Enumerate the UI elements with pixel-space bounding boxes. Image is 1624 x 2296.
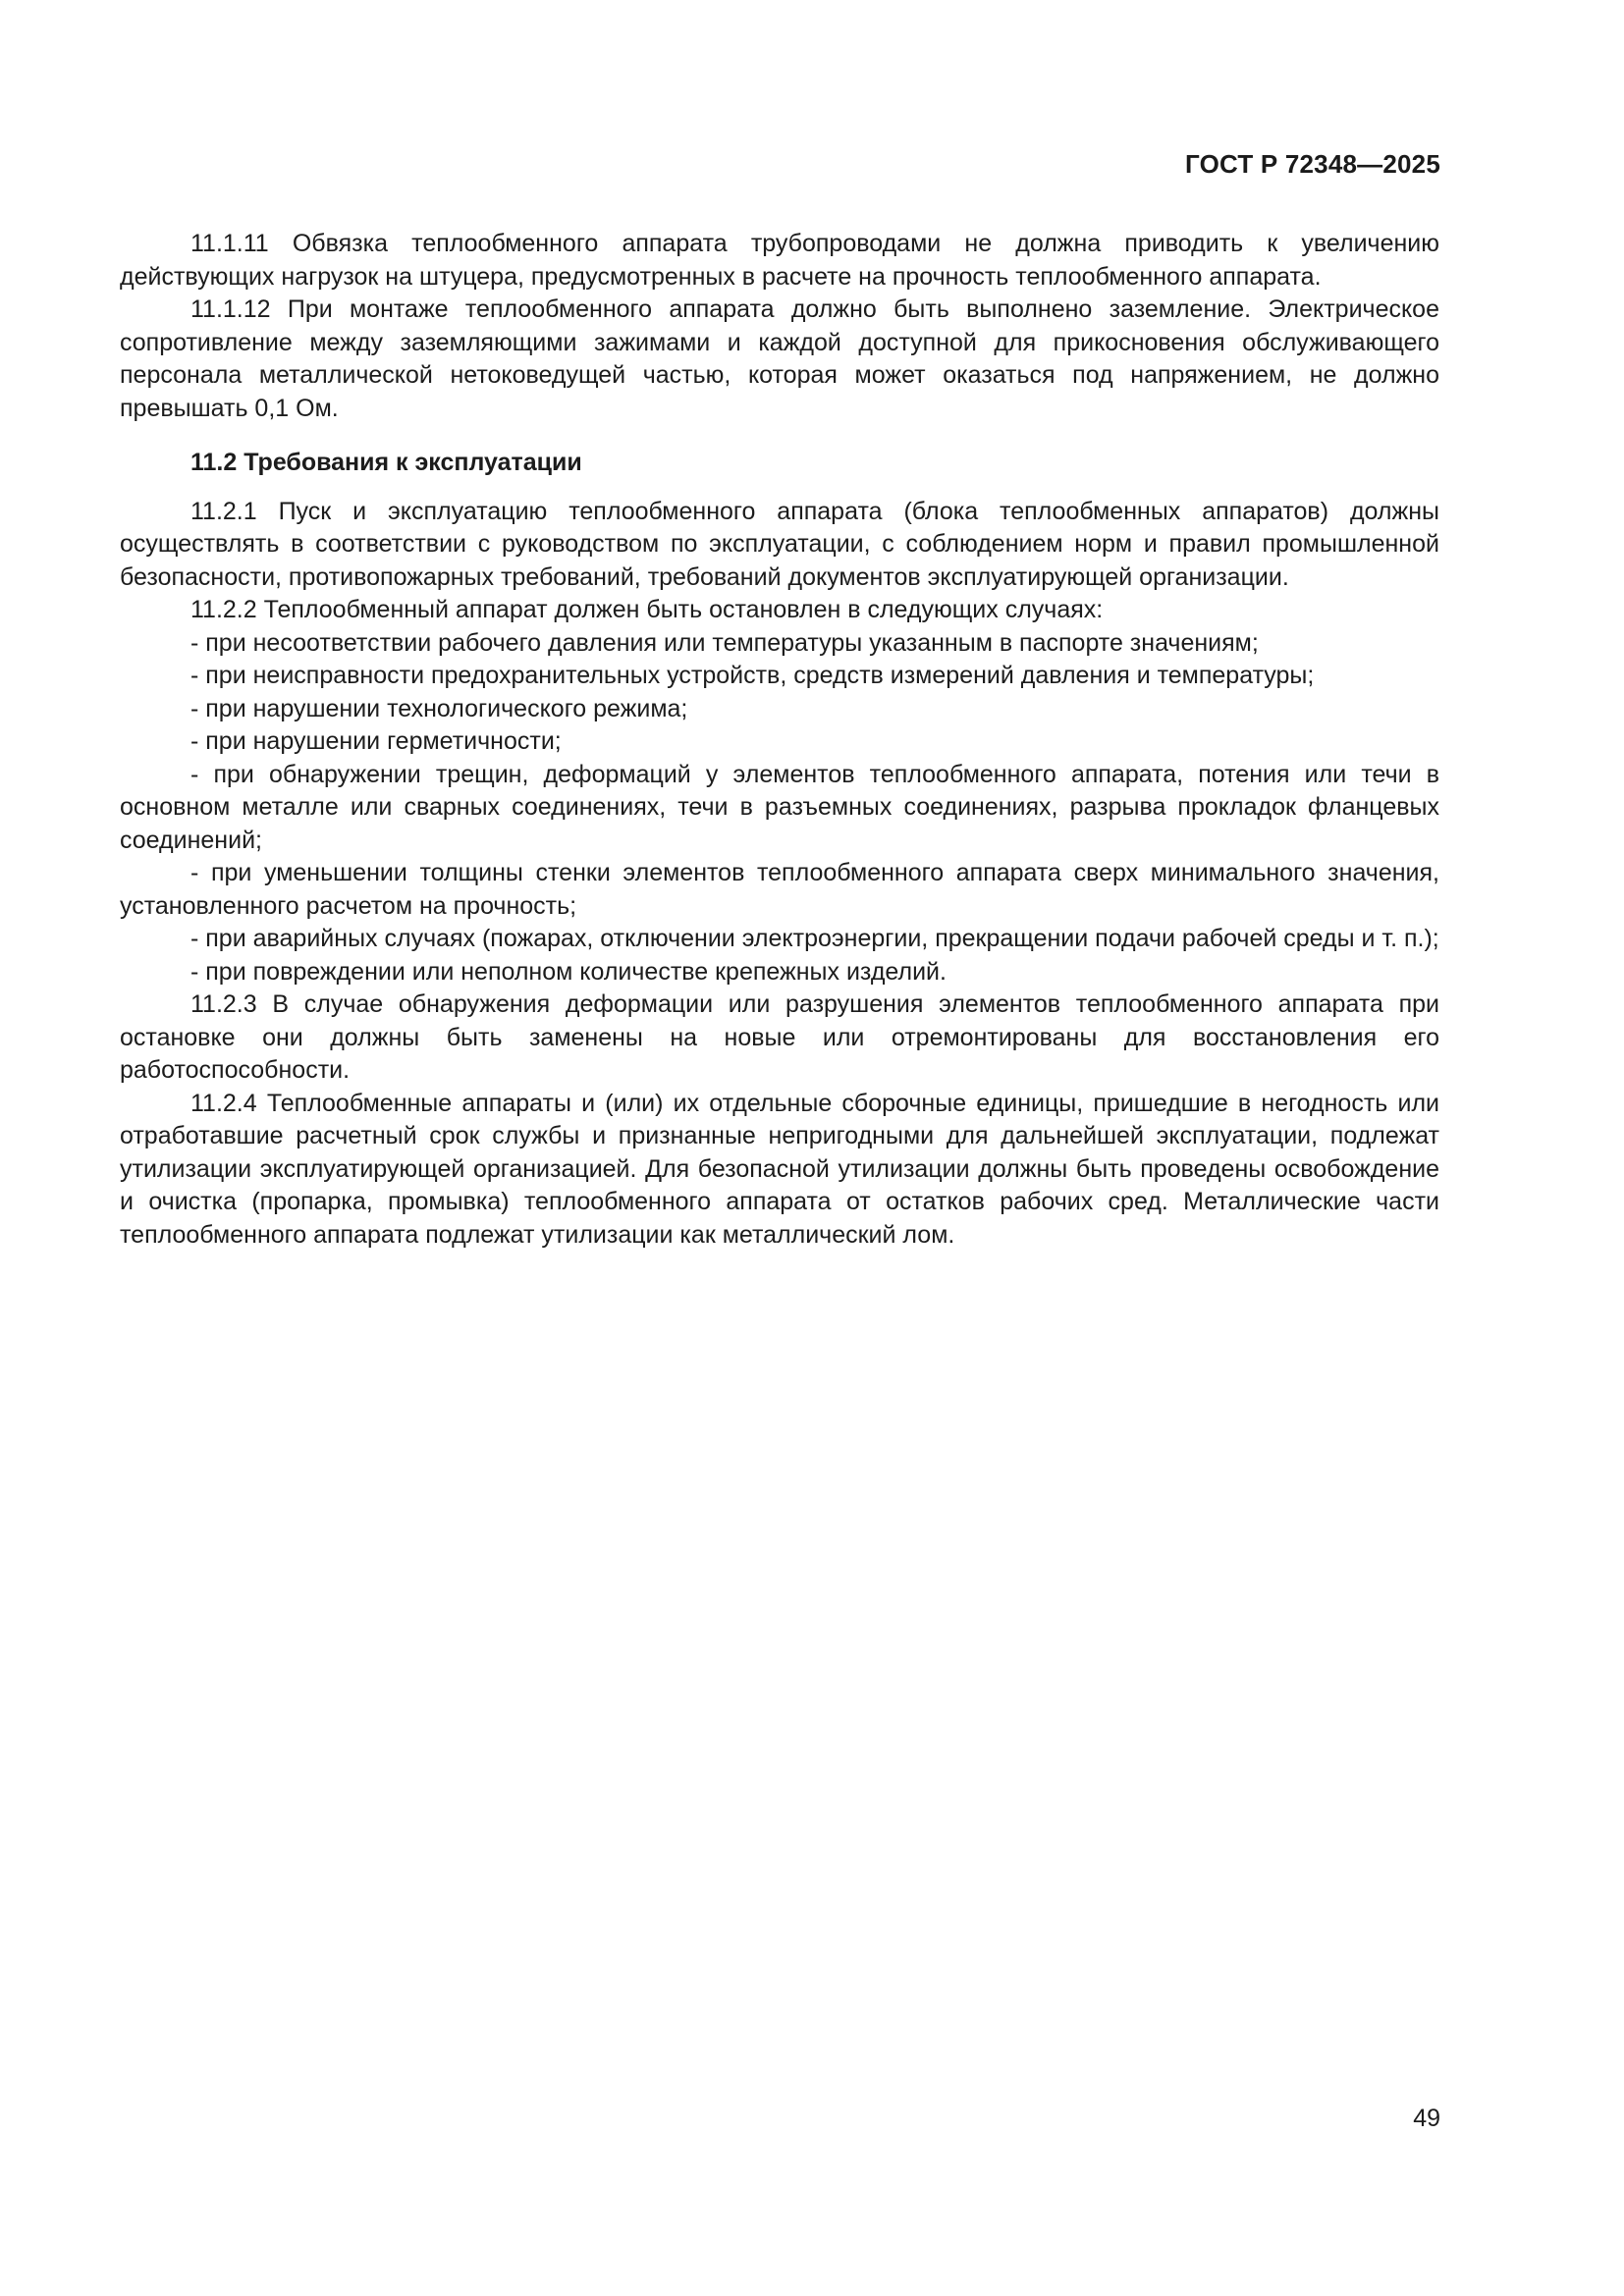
paragraph-11-2-3: 11.2.3 В случае обнаружения деформации или разрушения элементов теплообменного аппарата при остановке они должны быть заменены на новые или отремонтированы для восстановления его работоспособности. <box>120 990 1439 1084</box>
paragraph-11-1-11: 11.1.11 Обвязка теплообменного аппарата трубопроводами не должна приводить к увеличению действующих нагрузок на штуцера, предусмотренных в расчете на прочность теплообменного аппарата. <box>120 230 1439 291</box>
list-item-emergency: - при аварийных случаях (пожарах, отключении электроэнергии, прекращении подачи рабочей среды и т. п.); <box>190 925 1439 952</box>
list-item-pressure-temperature: - при несоответствии рабочего давления или температуры указанным в паспорте значениям; <box>190 628 1259 657</box>
list-item-process-mode: - при нарушении технологического режима; <box>190 694 688 722</box>
paragraph-11-2-2: 11.2.2 Теплообменный аппарат должен быть остановлен в следующих случаях: <box>190 596 1104 623</box>
paragraph-11-2-1: 11.2.1 Пуск и эксплуатацию теплообменного аппарата (блока теплообменных аппаратов) должны осуществлять в соответствии с руководством по эксплуатации, с соблюдением норм и правил промышленной безопасности, противопожарных требований, требований документов эксплуатирующей организации. <box>120 497 1439 591</box>
list-item-safety-devices: - при неисправности предохранительных устройств, средств измерений давления и температуры; <box>190 662 1315 689</box>
list-item-wall-thickness: - при уменьшении толщины стенки элементов теплообменного аппарата сверх минимального значения, установленного расчетом на прочность; <box>120 859 1439 920</box>
list-item-tightness: - при нарушении герметичности; <box>190 727 562 755</box>
document-body <box>120 228 1439 1252</box>
page-number: 49 <box>1413 2105 1440 2132</box>
document-code-header: ГОСТ Р 72348—2025 <box>1185 149 1440 179</box>
list-item-fasteners: - при повреждении или неполном количестве крепежных изделий. <box>190 957 947 986</box>
section-heading-11-2: 11.2 Требования к эксплуатации <box>190 449 582 476</box>
list-item-cracks-leaks: - при обнаружении трещин, деформаций у элементов теплообменного аппарата, потения или течи в основном металле или сварных соединениях, течи в разъемных соединениях, разрыва прокладок фланцевых соединений; <box>120 760 1439 854</box>
paragraph-11-1-12: 11.1.12 При монтаже теплообменного аппарата должно быть выполнено заземление. Электрическое сопротивление между заземляющими зажимами и каждой доступной для прикосновения обслуживающего персонала металлической нетоковедущей частью, которая может оказаться под напряжением, не должно превышать 0,1 Ом. <box>120 295 1439 422</box>
paragraph-11-2-4: 11.2.4 Теплообменные аппараты и (или) их отдельные сборочные единицы, пришедшие в негодность или отработавшие расчетный срок службы и признанные непригодными для дальнейшей эксплуатации, подлежат утилизации эксплуатирующей организацией. Для безопасной утилизации должны быть проведены освобождение и очистка (пропарка, промывка) теплообменного аппарата от остатков рабочих сред. Металлические части теплообменного аппарата подлежат утилизации как металлический лом. <box>120 1089 1439 1249</box>
